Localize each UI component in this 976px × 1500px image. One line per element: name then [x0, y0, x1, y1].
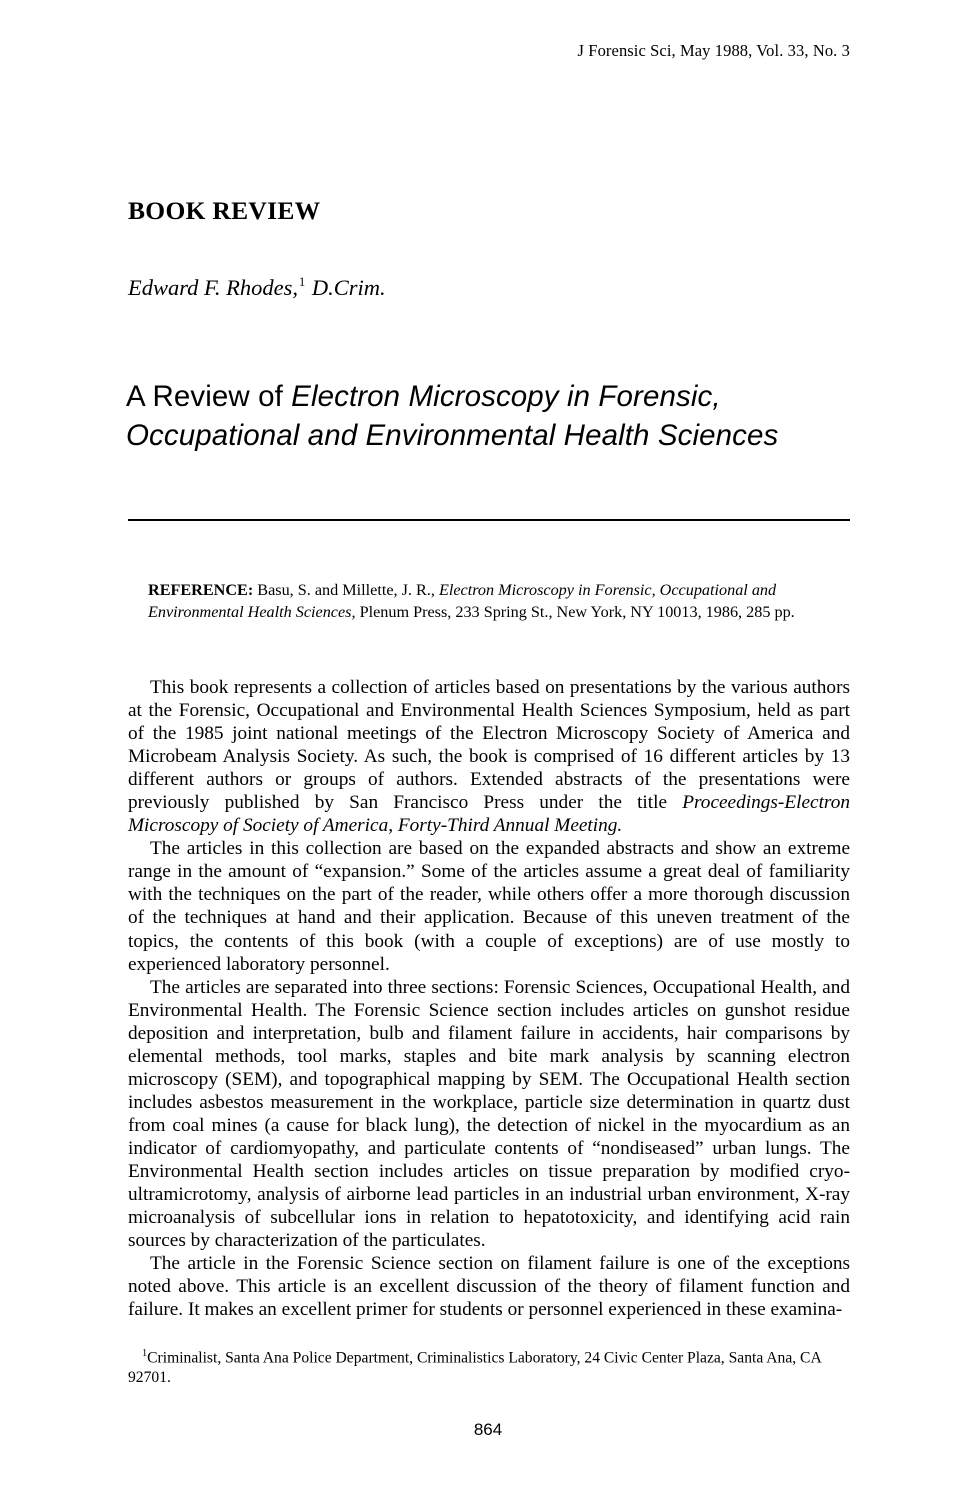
- footnote: [128, 1344, 850, 1388]
- paragraph-text: This book represents a collection of articles based on presentations by the various authors at the Forensic, Occupational and Environmental Health Sciences Symposium, held as part of the 1985 joint national meetings of the Electron Microscopy Society of America and Microbeam Analysis Society. As such, the book is comprised of 16 different articles by 13 different authors or groups of authors. Extended abstracts of the presentations were previously published by San Francisco Press under the title: [128, 677, 850, 814]
- body-paragraph: [128, 837, 850, 975]
- byline-footnote-marker: 1: [299, 275, 306, 289]
- article-title-work-line1: Electron Microscopy in Forensic,: [291, 380, 721, 413]
- footnote-text: Criminalist, Santa Ana Police Department, Criminalistics Laboratory, 24 Civic Center Plaza, Santa Ana, CA 92701.: [128, 1349, 821, 1387]
- reference-label: REFERENCE:: [148, 581, 254, 599]
- byline-credentials: D.Crim.: [311, 274, 386, 300]
- article-title-work-line2: Occupational and Environmental Health Sciences: [126, 419, 779, 452]
- body-paragraph: [128, 1252, 850, 1321]
- body-copy: [128, 676, 850, 1321]
- article-title-lead: A Review of: [126, 380, 292, 413]
- section-label: BOOK REVIEW: [128, 196, 321, 225]
- reference-publication: Plenum Press, 233 Spring St., New York, NY 10013, 1986, 285 pp.: [355, 603, 795, 621]
- page-title: [126, 377, 866, 455]
- byline: [128, 268, 386, 302]
- paragraph-text: The articles are separated into three sections: Forensic Sciences, Occupational Health, and Environmental Health. The Forensic Science section includes articles on gunshot residue deposition and interpretation, bulb and filament failure in accidents, hair comparisons by elemental methods, tool marks, staples and bite mark analysis by scanning electron microscopy (SEM), and topographical mapping by SEM. The Occupational Health section includes asbestos measurement in the workplace, particle size determination in quartz dust from coal mines (a cause for black lung), the detection of nickel in the myocardium as an indicator of cardiomyopathy, and particulate contents of “nondiseased” urban lungs. The Environmental Health section includes articles on tissue preparation by modified cryo-ultramicrotomy, analysis of airborne lead particles in an industrial urban environment, X-ray microanalysis of subcellular ions in relation to hepatotoxicity, and identifying acid rain sources by characterization of the particulates.: [128, 976, 850, 1252]
- reference-block: [148, 579, 850, 623]
- title-divider: [128, 519, 850, 521]
- footnote-paragraph: [128, 1344, 850, 1388]
- reference-authors: Basu, S. and Millette, J. R.,: [253, 581, 439, 599]
- paragraph-text: The article in the Forensic Science section on filament failure is one of the exceptions noted above. This article is an excellent discussion of the theory of filament function and failure. It makes an excellent primer for students or personnel experienced in these examina-: [128, 1253, 850, 1321]
- body-paragraph: [128, 676, 850, 837]
- running-head: J Forensic Sci, May 1988, Vol. 33, No. 3: [577, 41, 850, 60]
- body-paragraph: [128, 976, 850, 1253]
- footnote-marker: 1: [142, 1348, 148, 1359]
- reference-work-title: Electron Microscopy in Forensic, Occupational and Environmental Health Sciences,: [148, 581, 777, 621]
- page-number: 864: [473, 1420, 503, 1439]
- paragraph-text: The articles in this collection are based on the expanded abstracts and show an extreme range in the amount of “expansion.” Some of the articles assume a great deal of familiarity with the techniques on the part of the reader, while others offer a more thorough discussion of the techniques at hand and their application. Because of this uneven treatment of the topics, the contents of this book (with a couple of exceptions) are of use mostly to experienced laboratory personnel.: [128, 838, 850, 975]
- paragraph-italic: Proceedings-Electron Microscopy of Society of America, Forty-Third Annual Meeting.: [128, 792, 850, 837]
- byline-author: Edward F. Rhodes,: [128, 274, 299, 300]
